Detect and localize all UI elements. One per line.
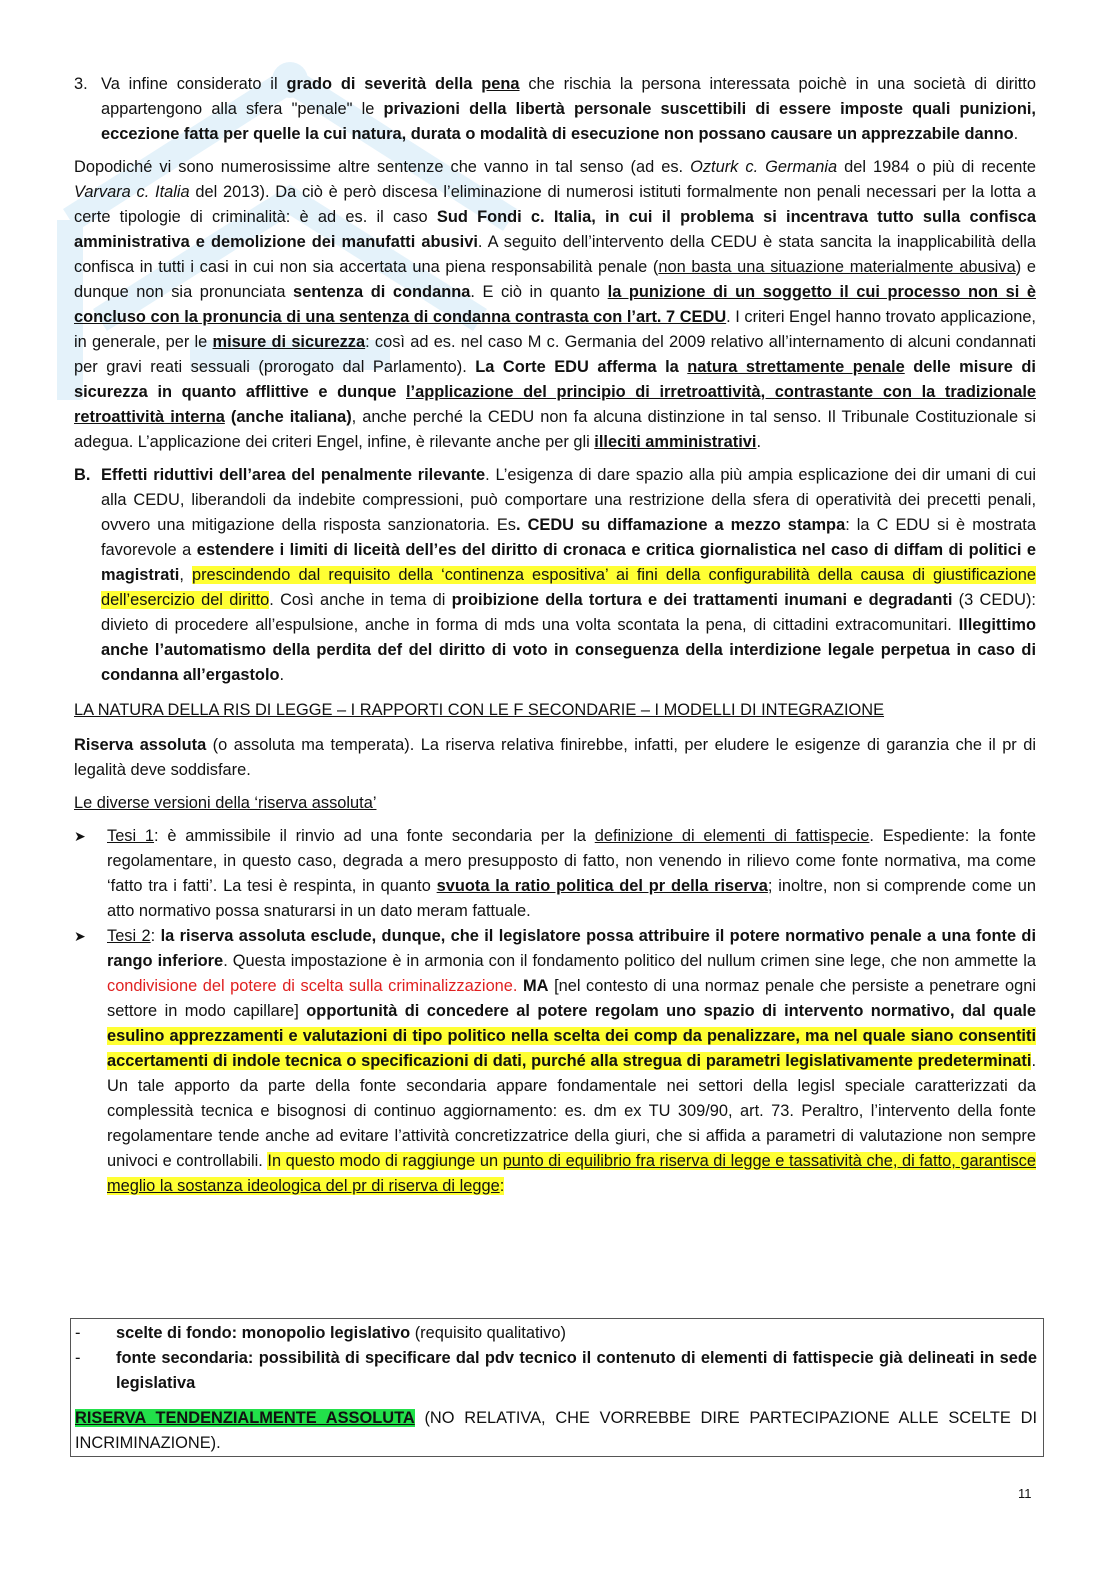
highlighted-text: :: [499, 1177, 505, 1195]
bold-text: fonte secondaria: possibilità di specificare dal pdv tecnico il contenuto di elementi di fattispecie già delineati in sede legislativa: [116, 1349, 1037, 1392]
text: . I criteri Engel hanno trovato applicazione, in generale, per le: [74, 308, 1036, 351]
bold-underlined-text: svuota la ratio politica del pr della riserva: [436, 877, 768, 895]
box-conclusion: [75, 1406, 1037, 1456]
arrow-bullet-icon: ➤: [74, 828, 86, 844]
bold-underlined-text: la punizione di un soggetto il cui processo non si è concluso con la pronuncia di una sentenza di condanna contrasta con l’art. 7 CEDU: [74, 283, 1036, 326]
text: , anche perché la CEDU non fa alcuna distinzione in tal senso. Il Tribunale Costituzionale si adegua. L’applicazione dei criteri Engel, infine, è rilevante anche per gli: [74, 408, 1037, 451]
bold-text: estendere i limiti di liceità dell’es del diritto di cronaca e critica giornalistica nel caso di diffam di politici e magistrati: [101, 541, 1036, 584]
bold-text: (anche italiana): [224, 408, 352, 426]
bold-text: privazioni della libertà personale suscettibili di essere imposte quali punizioni, eccezione fatta per quelle la cui natura, durata o modalità di esecuzione non possano causare un apprezzabile danno: [101, 100, 1036, 143]
bold-underlined-text: l’applicazione del principio di irretroattività, contrastante con la tradizionale retroattività interna: [74, 383, 1036, 426]
bold-text: Illegittimo anche l’automatismo della perdita def del diritto di voto in conseguenza della interdizione legale perpetua in caso di condanna all’ergastolo: [101, 616, 1036, 684]
text: :: [150, 927, 161, 945]
text: del 1984 o più di recente: [837, 158, 1037, 176]
bold-text: grado di severità della: [286, 75, 482, 93]
text: del 2013). Da ciò è però discesa l’eliminazione di numerosi istituti formalmente non penali necessari per la lotta a certe tipologie di criminalità: è ad es. il caso: [74, 183, 1036, 226]
text: [nel contesto di una normaz penale che persiste a penetrare ogni settore in modo capillare]: [107, 977, 1036, 1020]
bold-text: La Corte EDU afferma la: [475, 358, 688, 376]
tesi-label: Tesi 2: [107, 927, 151, 945]
text: .: [1013, 125, 1019, 143]
text: (requisito qualitativo): [410, 1324, 566, 1342]
bold-text: Sud Fondi c. Italia, in cui il problema si incentrava tutto sulla confisca amministrativa e demolizione dei manufatti abusivi: [74, 208, 1036, 251]
tesi-label: Tesi 1: [107, 827, 155, 845]
bold-text: proibizione della tortura e dei trattamenti inumani e degradanti: [451, 591, 953, 609]
section-heading: LA NATURA DELLA RIS DI LEGGE – I RAPPORTI CON LE F SECONDARIE – I MODELLI DI INTEGRAZIONE: [74, 701, 885, 719]
paragraph-riserva-assoluta: [74, 733, 1036, 783]
text: . Questa impostazione è in armonia con il fondamento politico del nullum crimen sine lege, che non ammette la: [223, 952, 1036, 970]
bold-underlined-text: pena: [481, 75, 520, 93]
list-item-b: [74, 463, 1036, 688]
bold-text: delle misure di sicurezza in quanto afflittive e dunque: [74, 358, 1036, 401]
text: .: [279, 666, 285, 684]
bullet-tesi-1: [74, 824, 1036, 924]
case-name: Ozturk c. Germania: [690, 158, 838, 176]
text: . L’esigenza di dare spazio alla più ampia esplicazione dei dir umani di cui alla CEDU, liberandoli da indebite compressioni, può comportare una restrizione della sfera di operatività dei precetti penali, ovvero una mitigazione della risposta sanzionatoria. Es: [101, 466, 1036, 534]
text: . Così anche in tema di: [269, 591, 452, 609]
text: ; inoltre, non si comprende come un atto normativo possa snaturarsi in un dato meram fattuale.: [107, 877, 1036, 920]
text: ,: [179, 566, 192, 584]
bold-text: MA: [523, 977, 549, 995]
text: (o assoluta ma temperata). La riserva relativa finirebbe, infatti, per eludere le esigenze di garanzia che il pr di legalità deve soddisfare.: [74, 736, 1036, 779]
bold-text: Riserva assoluta: [74, 736, 207, 754]
bold-text: Effetti riduttivi dell’area del penalmente rilevante: [101, 466, 486, 484]
arrow-bullet-icon: ➤: [74, 928, 86, 944]
text: . A seguito dell’intervento della CEDU è stata sancita la inapplicabilità della confisca in tutti i casi in cui non sia accertata una piena responsabilità penale (: [74, 233, 1036, 276]
bold-underlined-text: natura strettamente penale: [687, 358, 905, 376]
text: . Espediente: la fonte regolamentare, in questo caso, degrada a mero presupposto di fatto, non venendo in rilievo come fonte normativa, ma come ‘fatto tra i fatti’. La tesi è respinta, in quanto: [107, 827, 1036, 895]
text: ) e dunque non sia pronunciata: [74, 258, 1036, 301]
text: . E ciò in quanto: [470, 283, 608, 301]
highlighted-text: In questo modo di raggiunge un: [267, 1152, 503, 1170]
text: Dopodiché vi sono numerosissime altre sentenze che vanno in tal senso (ad es.: [74, 158, 691, 176]
list-number: 3.: [74, 75, 88, 93]
dash-marker: -: [75, 1324, 81, 1342]
bullet-tesi-2: [74, 924, 1036, 1199]
text: . Un tale apporto da parte della fonte secondaria appare fondamentale nei settori della legisl speciale caratterizzati da complessità tecnica e bisognosi di continuo aggiornamento: es. dm ex TU 309/90, art. 73. Peraltro, l’intervento della fonte regolamentare tende anche ad evitare l’attività concretizzatrice della giuri, che si affida a parametri di valutazione non sempre univoci e controllabili.: [107, 1052, 1036, 1170]
bold-highlighted-text: esulino apprezzamenti e valutazioni di tipo politico nella scelta dei comp da penalizzare, ma nel quale siano consentiti accertamenti di indole tecnica o specificazioni di dati, purché alla stregua di parametri legislativamente predeterminati: [107, 1027, 1036, 1070]
bold-text: opportunità di concedere al potere regolam uno spazio di intervento normativo, dal quale: [306, 1002, 1036, 1020]
bold-text: . CEDU su diffamazione a mezzo stampa: [515, 516, 846, 534]
bold-text: scelte di fondo: monopolio legislativo: [116, 1324, 411, 1342]
bold-text: la riserva assoluta esclude, dunque, che il legislatore possa attribuire il potere normativo penale a una fonte di rango inferiore: [107, 927, 1036, 970]
document-page: [74, 72, 1036, 1199]
case-name: Varvara c. Italia: [74, 183, 190, 201]
bold-underlined-text: illeciti amministrativi: [594, 433, 757, 451]
list-letter: B.: [74, 466, 91, 484]
dash-marker: -: [75, 1349, 81, 1367]
text: (3 CEDU): divieto di procedere all’espulsione, anche in forma di mds una volta scontata la pena, di cittadini extracomunitari.: [101, 591, 1036, 634]
paragraph-engel: [74, 155, 1036, 455]
text: : la C EDU si è mostrata favorevole a: [101, 516, 1036, 559]
bold-text: sentenza di condanna: [293, 283, 471, 301]
box-row: [75, 1321, 1037, 1346]
subheading: Le diverse versioni della ‘riserva assoluta’: [74, 794, 377, 812]
underlined-text: non basta una situazione materialmente abusiva: [658, 258, 1016, 276]
text: Va infine considerato il: [101, 75, 287, 93]
green-highlighted-text: RISERVA TENDENZIALMENTE ASSOLUTA: [75, 1409, 415, 1427]
summary-box: [70, 1318, 1044, 1457]
text: : è ammissibile il rinvio ad una fonte secondaria per la: [154, 827, 595, 845]
underlined-text: definizione di elementi di fattispecie: [594, 827, 870, 845]
box-row: [75, 1346, 1037, 1396]
highlighted-underlined-text: punto di equilibrio fra riserva di legge e tassatività che, di fatto, garantisce meglio la sostanza ideologica del pr di riserva di legge: [107, 1152, 1036, 1195]
red-text: condivisione del potere di scelta sulla criminalizzazione.: [107, 977, 518, 995]
page-number: 11: [1018, 1486, 1032, 1501]
text: : così ad es. nel caso M c. Germania del 2009 relativo all’internamento di alcuni condannati per gravi reati sessuali (prorogato dal Parlamento).: [74, 333, 1036, 376]
text: che rischia la persona interessata poichè in una società di diritto appartengono alla sfera "penale" le: [101, 75, 1036, 118]
list-item-3: [74, 72, 1036, 147]
text: .: [756, 433, 762, 451]
text: (NO RELATIVA, CHE VORREBBE DIRE PARTECIPAZIONE ALLE SCELTE DI INCRIMINAZIONE).: [75, 1409, 1037, 1452]
bold-underlined-text: misure di sicurezza: [212, 333, 366, 351]
highlighted-text: prescindendo dal requisito della ‘continenza espositiva’ ai fini della configurabilità della causa di giustificazione dell’esercizio del diritto: [101, 566, 1037, 609]
